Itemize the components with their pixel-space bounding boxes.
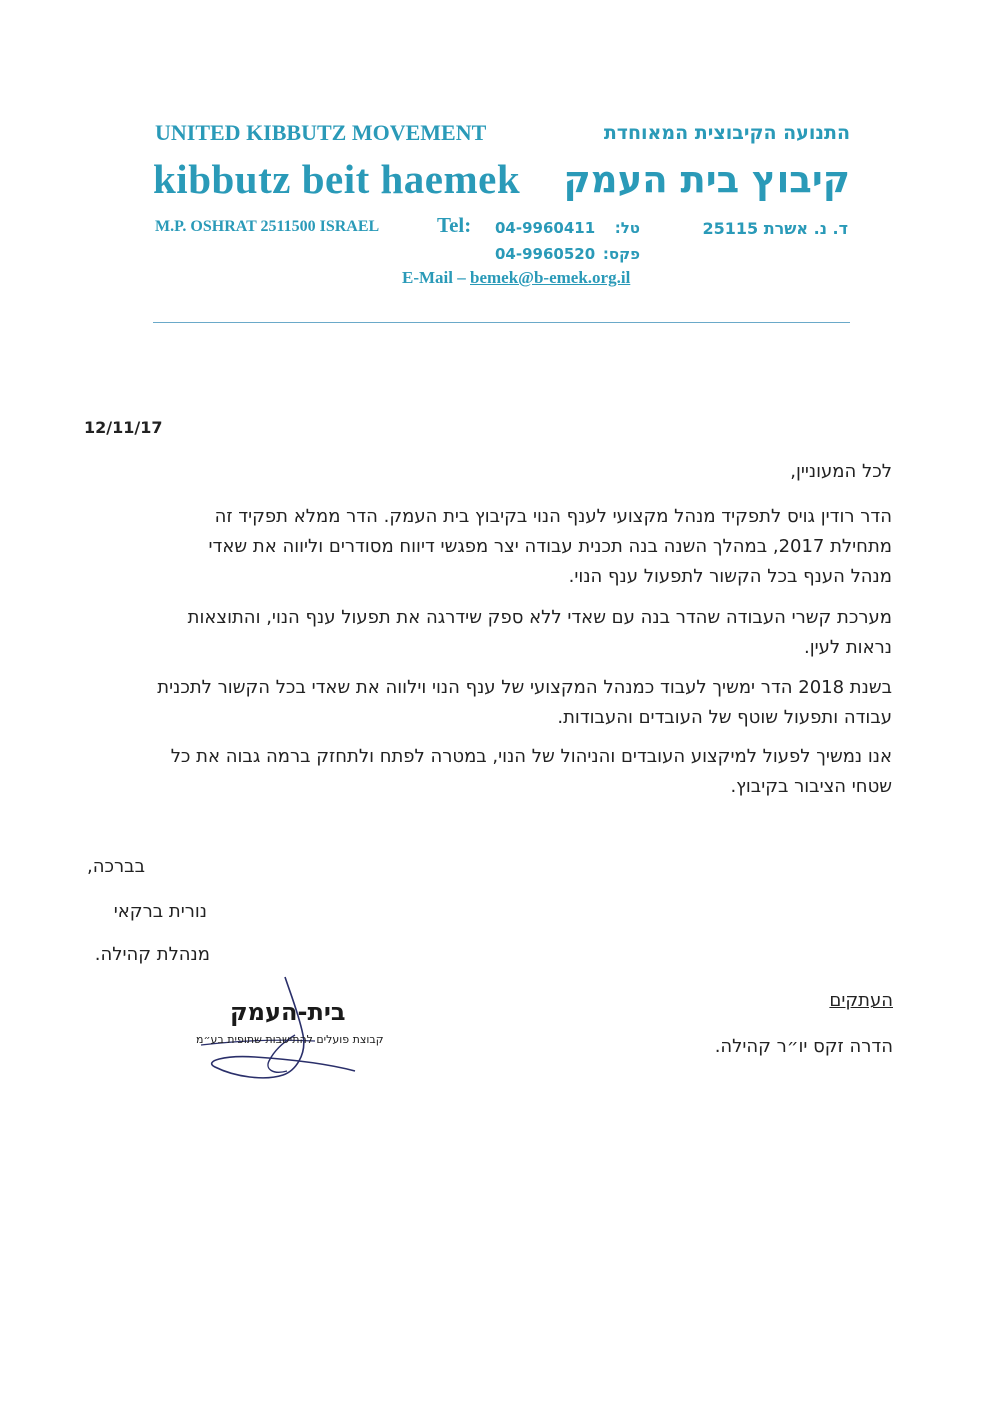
address-hebrew: ד. נ. אשרת 25115 [702,219,848,238]
phone-number: 04-9960411 [495,219,596,237]
copies-label: העתקים [829,990,893,1011]
letterhead-divider [153,322,850,323]
fax-number: 04-9960520 [495,245,596,263]
paragraph-line: נראות לעין. [803,637,892,658]
email-link[interactable]: bemek@b-emek.org.il [470,268,631,287]
letter-date: 12/11/17 [84,418,163,437]
phone-label-hebrew: טל: [614,219,640,237]
paragraph-2 [82,603,892,663]
greeting [82,457,892,487]
paragraph-line: בשנת 2018 הדר ימשיך לעבוד כמנהל המקצועי של ענף הנוי וילווה את שאדי בכל הקשור לתכנית [157,677,892,698]
paragraph-line: מנהל הענף בכל הקשור לתפעול ענף הנוי. [568,566,892,587]
paragraph-line: הדר רודין גויס לתפקיד מנהל מקצועי לענף הנוי בקיבוץ בית העמק. הדר ממלא תפקיד זה [214,506,892,527]
paragraph-4 [82,742,892,802]
paragraph-line: מתחילת 2017, במהלך השנה בנה תכנית עבודה יצר מפגשי דיווח מסודרים וליווה את שאדי [208,536,892,557]
closing: בברכה, [87,856,145,877]
paragraph-3 [82,673,892,733]
signer-name: נורית ברקאי [113,901,207,922]
tel-label: Tel: [437,213,472,237]
kibbutz-name-english: kibbutz beit haemek [153,156,521,202]
paragraph-1 [82,502,892,592]
paragraph-line: שטחי הציבור בקיבוץ. [730,776,892,797]
stamp-subtitle: קבוצת פועלים להתישבות שתופית בע״מ [196,1033,384,1046]
paragraph-line: אנו נמשיך לפעול למיקצוע העובדים והניהול של הנוי, במטרה לפתח ולתחזק ברמה גבוה את כל [170,746,892,767]
signature-scribble [195,975,395,1085]
fax-label-hebrew: פקס: [602,245,640,263]
copies-recipient: הדרה זקס יו״ר קהילה. [714,1036,893,1057]
paragraph-line: עבודה ותפעול שוטף של העובדים והעבודות. [557,707,892,728]
stamp-title: בית-העמק [230,998,346,1026]
greeting-text: לכל המעוניין, [790,461,892,482]
address-english: M.P. OSHRAT 2511500 ISRAEL [155,218,380,235]
signer-title: מנהלת קהילה. [94,944,210,965]
paragraph-line: מערכת קשרי העבודה שהדר בנה עם שאדי ללא ספק שידרגה את תפעול ענף הנוי, והתוצאות [187,607,892,628]
org-name-hebrew: התנועה הקיבוצית המאוחדת [603,122,850,144]
org-name-english: UNITED KIBBUTZ MOVEMENT [155,120,487,145]
email-row [402,268,630,288]
email-label: E-Mail – [402,268,466,287]
kibbutz-name-hebrew: קיבוץ בית העמק [563,158,850,201]
